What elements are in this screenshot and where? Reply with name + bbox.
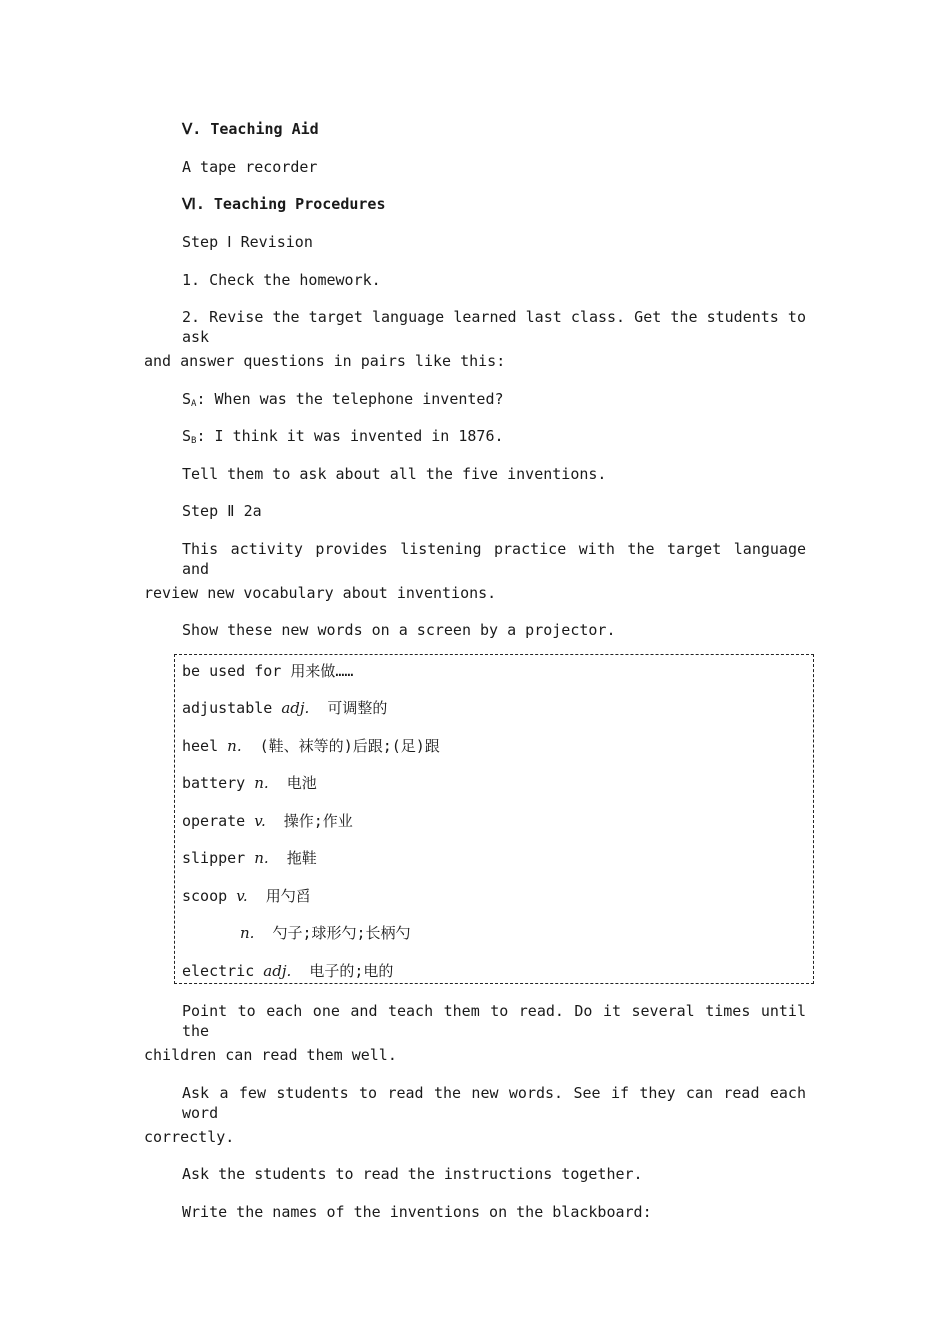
vocab-word: operate bbox=[182, 812, 246, 830]
vocab-entry bbox=[182, 811, 353, 831]
teaching-aid-text: A tape recorder bbox=[182, 158, 318, 176]
vocab-pos: v. bbox=[254, 812, 266, 830]
dialogue-sb bbox=[182, 426, 504, 451]
speaker-a-label: S bbox=[182, 390, 192, 408]
step2-para1-line1: This activity provides listening practice with the target language and bbox=[182, 540, 806, 578]
step1-item2-line1: 2. Revise the target language learned last class. Get the students to ask bbox=[182, 308, 806, 346]
dialogue-sa bbox=[182, 389, 504, 414]
vocab-meaning: 拖鞋 bbox=[286, 849, 317, 867]
vocab-entry bbox=[182, 698, 387, 718]
vocab-entry bbox=[182, 961, 393, 981]
vocab-word: slipper bbox=[182, 849, 246, 867]
vocab-entry bbox=[240, 923, 411, 943]
vocab-entry bbox=[182, 773, 317, 793]
vocab-pos: adj. bbox=[281, 699, 310, 717]
vocab-word: be used for bbox=[182, 662, 282, 680]
vocab-word: adjustable bbox=[182, 699, 273, 717]
speaker-b-subscript: B bbox=[191, 436, 197, 446]
vocab-pos: v. bbox=[236, 887, 248, 905]
step2-para1-line2: review new vocabulary about inventions. bbox=[144, 584, 497, 602]
vocab-pos: n. bbox=[254, 774, 269, 792]
speaker-b-text: : I think it was invented in 1876. bbox=[196, 427, 504, 445]
vocab-word: scoop bbox=[182, 887, 228, 905]
section-heading-teaching-aid: Ⅴ. Teaching Aid bbox=[182, 120, 319, 138]
step2-ask-line2: correctly. bbox=[144, 1128, 235, 1146]
step2-ask-line1: Ask a few students to read the new words. See if they can read each word bbox=[182, 1084, 806, 1122]
vocab-meaning: 可调整的 bbox=[327, 699, 388, 717]
step2-write: Write the names of the inventions on the blackboard: bbox=[182, 1203, 652, 1221]
step2-title: Step Ⅱ 2a bbox=[182, 502, 262, 520]
vocab-word: electric bbox=[182, 962, 255, 980]
section-heading-teaching-procedures: Ⅵ. Teaching Procedures bbox=[182, 195, 386, 213]
step2-instructions: Ask the students to read the instructions together. bbox=[182, 1165, 643, 1183]
step1-tell: Tell them to ask about all the five inventions. bbox=[182, 465, 607, 483]
vocab-pos: n. bbox=[254, 849, 269, 867]
step2-show: Show these new words on a screen by a projector. bbox=[182, 621, 616, 639]
vocab-word: heel bbox=[182, 737, 219, 755]
vocab-meaning: 操作;作业 bbox=[283, 812, 353, 830]
step1-item1: 1. Check the homework. bbox=[182, 271, 381, 289]
vocab-pos: n. bbox=[227, 737, 242, 755]
speaker-a-subscript: A bbox=[191, 399, 197, 409]
vocab-entry bbox=[182, 661, 353, 681]
step1-title: Step Ⅰ Revision bbox=[182, 233, 313, 251]
vocab-meaning: 电子的;电的 bbox=[309, 962, 394, 980]
vocab-word: battery bbox=[182, 774, 246, 792]
vocab-entry bbox=[182, 848, 317, 868]
vocab-meaning: 电池 bbox=[286, 774, 317, 792]
step1-item2-line2: and answer questions in pairs like this: bbox=[144, 352, 506, 370]
vocab-pos: n. bbox=[240, 924, 255, 942]
vocab-meaning: 用勺舀 bbox=[265, 887, 311, 905]
step2-point-line2: children can read them well. bbox=[144, 1046, 397, 1064]
vocabulary-box bbox=[174, 654, 814, 984]
vocab-meaning: (鞋、袜等的)后跟;(足)跟 bbox=[259, 737, 440, 755]
vocab-entry bbox=[182, 736, 440, 756]
step2-point-line1: Point to each one and teach them to read. Do it several times until the bbox=[182, 1002, 806, 1040]
speaker-b-label: S bbox=[182, 427, 192, 445]
vocab-meaning: 用来做…… bbox=[290, 662, 354, 680]
vocab-pos: adj. bbox=[263, 962, 292, 980]
vocab-entry bbox=[182, 886, 311, 906]
speaker-a-text: : When was the telephone invented? bbox=[196, 390, 504, 408]
vocab-meaning: 勺子;球形勺;长柄勺 bbox=[272, 924, 411, 942]
